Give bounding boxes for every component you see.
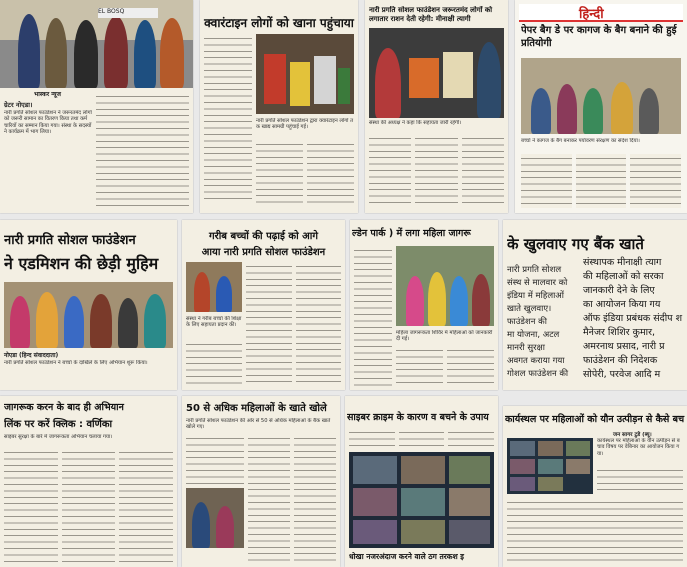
- clip5-photo: [4, 282, 173, 348]
- clip8-right-column: [583, 256, 685, 386]
- news-clipping-11: [345, 396, 498, 567]
- clip6-headline-line2: आया नारी प्रगति सोशल फाउंडेशन: [201, 247, 326, 258]
- clip7-headline: ल्डेन पार्क ) में लगा महिला जागरू: [352, 228, 471, 239]
- clip12-webinar-screenshot: [507, 438, 593, 494]
- clip8-body-line: मैनेजर शिशिर कुमार,: [583, 327, 655, 338]
- clip8-left-line: मानरी सुरक्षा: [507, 343, 545, 353]
- clip8-body-line: का आयोजन किया गय: [583, 299, 661, 310]
- clip2-body: नारी प्रगति सोशल फाउंडेशन द्वारा क्वारंटाइन लोगों तक खाद्य सामग्री पहुंचाई गई।: [256, 118, 354, 131]
- clip6-headline-line1: गरीब बच्चों की पढ़ाई को आगे: [208, 231, 319, 242]
- clip2-headline: क्वारंटाइन लोगों को खाना पहुंचाया: [204, 16, 354, 30]
- clip11-video-call-screenshot: [349, 452, 494, 548]
- clip8-left-line: इंडिया में महिलाओं: [507, 291, 564, 301]
- clip8-body-line: अमरनाथ प्रसाद, नारी प्र: [583, 341, 665, 352]
- clip8-left-line: खाते खुलवाए।: [507, 304, 552, 314]
- clip10-body: नारी प्रगति सोशल फाउंडेशन की ओर से 50 से अधिक महिलाओं के बैंक खाते खोले गए।: [186, 418, 331, 431]
- clip5-headline-line1: नारी प्रगति सोशल फाउंडेशन: [4, 233, 136, 248]
- clip8-body-line: ऑफ इंडिया प्रबंधक संदीप श: [583, 313, 683, 324]
- clip4-masthead: [519, 4, 683, 22]
- clip8-body-line: जानकारी देने के लिए: [583, 285, 655, 296]
- clip8-body-line: की महिलाओं को सरका: [583, 271, 664, 282]
- clip1-tag: भास्कर न्यूज: [34, 91, 61, 98]
- clip8-left-line: संस्थ से मालवार को: [507, 278, 568, 288]
- clip9-headline-line1: जागरूक करन के बाद ही अभियान: [4, 402, 124, 413]
- clip6-photo: [186, 262, 242, 312]
- clip8-left-line: नारी प्रगति सोशल: [507, 265, 562, 275]
- clip8-left-line: गोशल फाउंडेशन की: [507, 369, 569, 379]
- clip10-headline: 50 से अधिक महिलाओं के खाते खोले: [186, 403, 327, 414]
- clip3-photo: [369, 28, 504, 118]
- clip8-left-line: अवगत कराया गया: [507, 356, 565, 366]
- clip4-body: बच्चों ने कागज के बैग बनाकर पर्यावरण संरक्षण का संदेश दिया।: [521, 138, 640, 144]
- clip1-body: नारी प्रगति सोशल फाउंडेशन ने जरूरतमंद लोगों को जरूरी सामान का वितरण किया तथा कर्मचारियों का सम्मान किया गया। संस्था के सदस्यों ने कार्यक्रम में भाग लिया।: [4, 110, 92, 136]
- clip9-body: साइबर सुरक्षा के बारे में जागरूकता अभियान चलाया गया।: [4, 434, 113, 440]
- clip8-body-line: फाउंडेशन की निदेशक: [583, 355, 658, 366]
- clip1-photo: EL BOSQ: [0, 0, 193, 88]
- clip12-body: कार्यस्थल पर महिलाओं के यौन उत्पीड़न से बचाव विषय पर वेबिनार का आयोजन किया गया।: [597, 438, 680, 457]
- clip2-food-packets-photo: [256, 34, 354, 114]
- clip12-headline: कार्यस्थल पर महिलाओं को यौन उत्पीड़न से कैसे बच: [505, 414, 685, 425]
- clip8-left-line: फाउंडेशन की: [507, 317, 547, 327]
- clip12-dateline: जन सागर टुडे (ब्यू।: [613, 432, 652, 438]
- clip7-photo: [396, 246, 494, 326]
- news-clipping-12: [503, 406, 687, 567]
- clip4-photo: [521, 58, 681, 134]
- clip4-headline: पेपर बैग डे पर कागज के बैग बनाने की हुई प्रतियोगी: [521, 25, 677, 49]
- news-clipping-6: [182, 220, 345, 390]
- clip11-headline: साइबर क्राइम के कारण व बचने के उपाय: [347, 412, 489, 423]
- clip9-headline-line2: लिंक पर करें क्लिक : वर्णिका: [4, 419, 113, 430]
- clip8-body-line: सोपेरी, परवेज आदि म: [583, 369, 661, 380]
- clip8-left-column: [507, 264, 579, 384]
- clip10-photo: [186, 488, 244, 548]
- news-clipping-10: [182, 396, 340, 567]
- news-clipping-9: [0, 396, 177, 567]
- clip5-headline-line2: ने एडमिशन की छेड़ी मुहिम: [4, 254, 159, 273]
- news-clipping-8: [503, 220, 687, 390]
- news-clipping-2: [200, 0, 358, 213]
- clip1-dateline: ग्रेटर नोएडा।: [4, 101, 33, 109]
- news-clipping-1: [0, 0, 193, 213]
- clip3-body: संस्था की अध्यक्ष ने कहा कि सहायता जारी रहेगी।: [369, 120, 462, 126]
- clip11-footer: धोखा नजरअंदाज करने वाले ठग तरकश इ: [349, 552, 464, 561]
- clip6-body: संस्था ने गरीब बच्चों की शिक्षा के लिए सहायता प्रदान की।: [186, 316, 242, 329]
- clip8-body-line: संस्थापक मीनाक्षी त्याग: [583, 257, 662, 268]
- clip8-headline: के खुलवाए गए बैंक खाते: [507, 235, 644, 253]
- news-clipping-7: [350, 220, 498, 390]
- news-clipping-4: [515, 0, 687, 213]
- clip3-headline: नारी प्रगति सोशल फाउंडेशन जरूरतमंद लोगों को लगातार राशन देती रहेगी: मीनाक्षी त्यागी: [369, 6, 493, 23]
- clip7-body: महिला जागरूकता शिविर में महिलाओं को जानकारी दी गई।: [396, 330, 493, 343]
- news-clipping-3: [365, 0, 508, 213]
- clip5-body: नारी प्रगति सोशल फाउंडेशन ने बच्चों के दाखिले के लिए अभियान शुरू किया।: [4, 360, 148, 366]
- clip8-left-line: मा योजना, अटल: [507, 330, 560, 340]
- news-clipping-5: [0, 220, 177, 390]
- clip4-masthead-text: हिन्दी: [579, 7, 604, 22]
- clip5-dateline: नोएडा (हिन्द संवाददाता): [4, 352, 59, 359]
